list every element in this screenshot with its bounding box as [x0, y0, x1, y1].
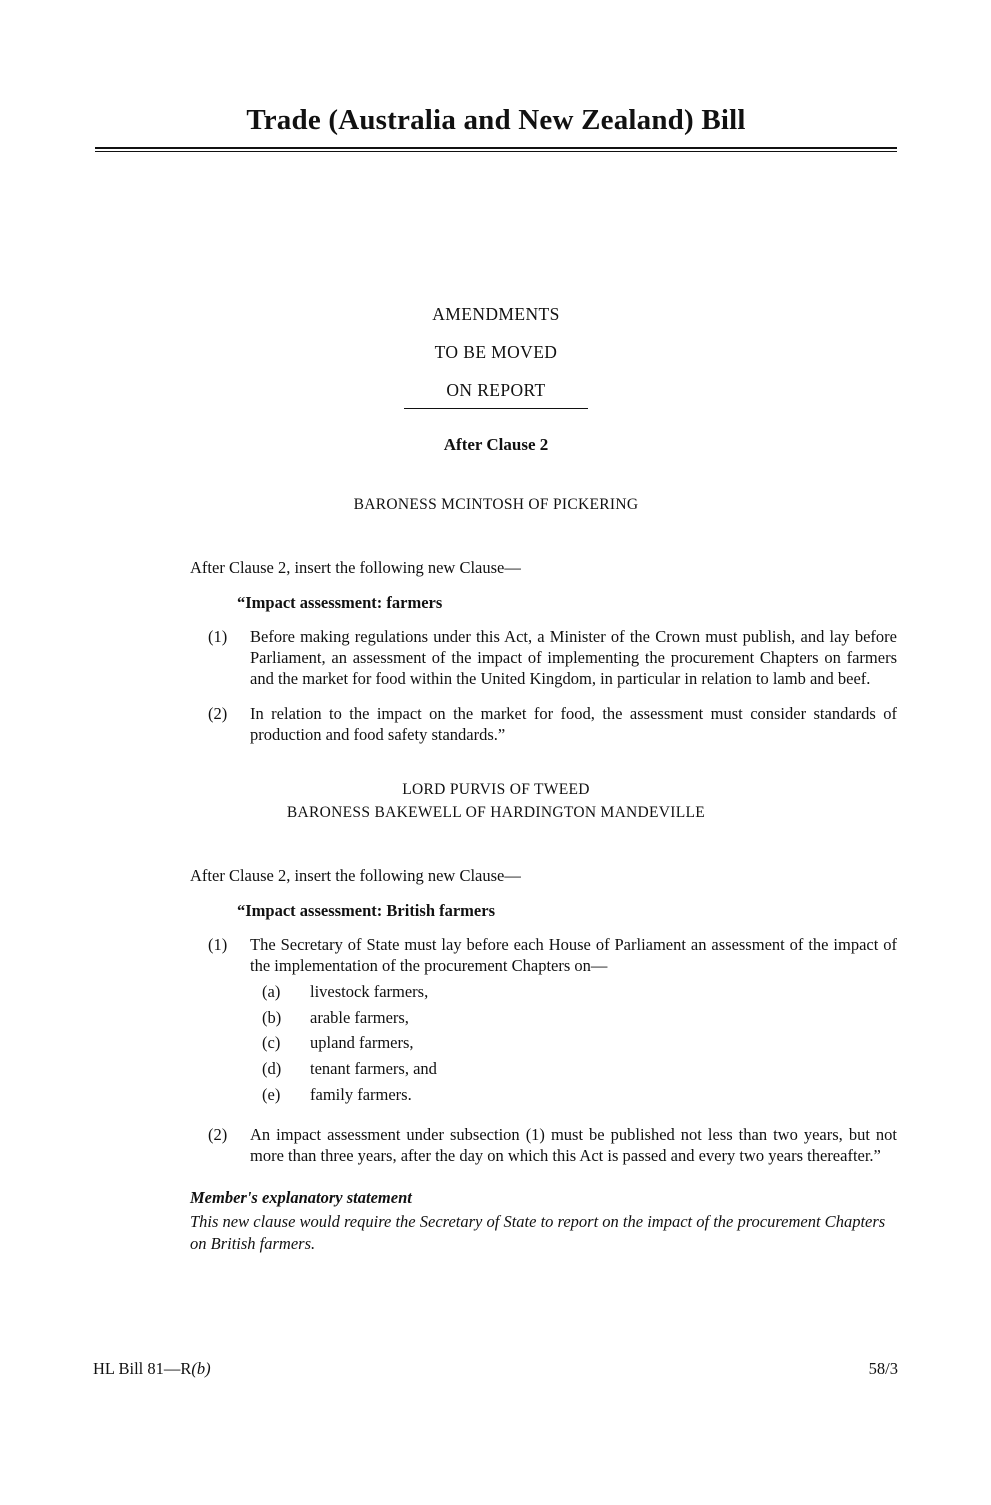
explanatory-statement-block [190, 1188, 897, 1254]
section-heading-after-clause-2: After Clause 2 [443, 435, 549, 454]
list-item [262, 1059, 897, 1080]
amendment-1-subsection-1 [208, 627, 897, 689]
subsection-number: (2) [208, 1124, 228, 1144]
sponsor-name: LORD PURVIS OF TWEED [402, 781, 590, 799]
subsection-text: An impact assessment under subsection (1) must be published not less than two years, but not more than three years, after the day on which this Act is passed and every two years thereafter.” [250, 1124, 897, 1165]
amendment-1-subsection-2 [208, 704, 897, 746]
subsection-item-list [262, 982, 897, 1106]
subsection-text: In relation to the impact on the market for food, the assessment must consider standards of production and food safety standards.” [250, 703, 897, 744]
sponsor-name: BARONESS MCINTOSH OF PICKERING [353, 496, 639, 513]
item-text: family farmers. [310, 1085, 412, 1104]
item-text: upland farmers, [310, 1033, 414, 1053]
list-item [262, 1008, 897, 1029]
item-text: tenant farmers, and [310, 1059, 437, 1079]
item-text: livestock farmers, [310, 981, 429, 1001]
amendments-heading-line1: AMENDMENTS [432, 304, 560, 324]
bill-reference-main: HL Bill 81—R [93, 1359, 192, 1378]
item-number: (e) [262, 1085, 281, 1104]
amendments-heading-block [95, 304, 897, 409]
amendments-heading-line2: TO BE MOVED [434, 342, 558, 362]
amendment-2-instruction: After Clause 2, insert the following new Clause— [190, 866, 521, 886]
item-number: (a) [262, 981, 281, 1001]
title-double-rule [95, 147, 897, 152]
explanatory-statement-heading: Member's explanatory statement [190, 1188, 412, 1208]
bill-reference [93, 1359, 211, 1379]
list-item [262, 1033, 897, 1054]
amendment-1-sponsors [95, 494, 897, 516]
amendment-2-clause-title: “Impact assessment: British farmers [237, 901, 495, 921]
amendment-1-clause-title: “Impact assessment: farmers [237, 593, 443, 613]
item-number: (d) [262, 1059, 282, 1079]
list-item [262, 982, 897, 1003]
amendments-heading-line3: ON REPORT [404, 380, 587, 409]
document-page [0, 104, 991, 1505]
page-number: 58/3 [868, 1359, 898, 1378]
subsection-text: The Secretary of State must lay before each House of Parliament an assessment of the impact of the implementation of the procurement Chapters on— [250, 935, 897, 976]
amendment-2-subsection-1 [208, 935, 897, 1105]
list-item [262, 1085, 897, 1106]
amendment-2-sponsors [95, 779, 897, 824]
subsection-number: (2) [208, 703, 228, 723]
item-text: arable farmers, [310, 1007, 409, 1027]
item-number: (c) [262, 1033, 281, 1053]
subsection-text: Before making regulations under this Act, a Minister of the Crown must publish, and lay before Parliament, an assessment of the impact of implementing the procurement Chapters on farmers and the market for food within the United Kingdom, in particular in relation to lamb and beef. [250, 627, 897, 689]
item-number: (b) [262, 1007, 282, 1027]
subsection-number: (1) [208, 627, 228, 647]
subsection-number: (1) [208, 935, 228, 955]
sponsor-name: BARONESS BAKEWELL OF HARDINGTON MANDEVILLE [286, 803, 706, 821]
amendment-1-instruction: After Clause 2, insert the following new Clause— [190, 558, 521, 578]
amendment-2-subsection-2 [208, 1125, 897, 1167]
bill-title: Trade (Australia and New Zealand) Bill [246, 104, 746, 136]
page-footer [93, 1359, 898, 1379]
bill-reference-suffix: (b) [191, 1359, 211, 1378]
explanatory-statement-text: This new clause would require the Secretary of State to report on the impact of the procurement Chapters on British farmers. [190, 1212, 886, 1253]
